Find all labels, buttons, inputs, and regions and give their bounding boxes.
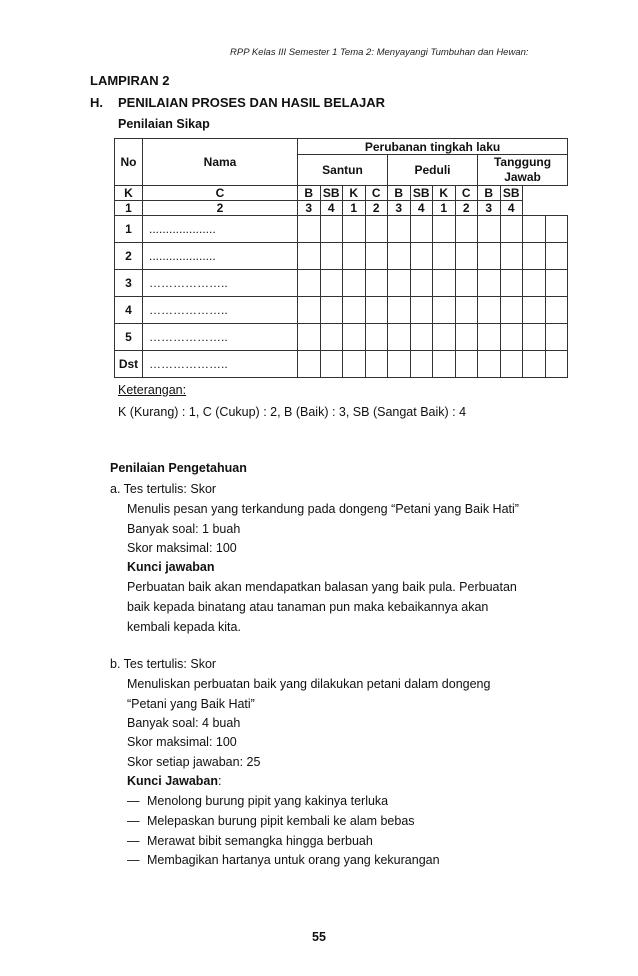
score-cell [298,297,321,324]
table-row [115,270,568,297]
header-letter: K [343,186,366,201]
header-score: 2 [455,201,478,216]
score-cell [388,270,411,297]
test-a-line: Skor maksimal: 100 [127,541,237,555]
row-no: 3 [115,270,143,297]
score-cell [523,297,546,324]
score-cell [320,324,343,351]
score-cell [500,297,523,324]
answer-item [127,814,415,828]
score-cell [343,297,366,324]
row-name: ……………….. [143,270,298,297]
score-cell [343,243,366,270]
score-cell [478,270,501,297]
score-cell [455,297,478,324]
score-cell [388,324,411,351]
score-cell [455,216,478,243]
lampiran-heading: LAMPIRAN 2 [90,73,170,88]
test-b-line: “Petani yang Baik Hati” [127,697,255,711]
running-header: RPP Kelas III Semester 1 Tema 2: Menyayangi Tumbuhan dan Hewan: [230,47,529,58]
score-cell [500,216,523,243]
answer-text: Melepaskan burung pipit kembali ke alam bebas [147,814,415,828]
row-no: 2 [115,243,143,270]
score-cell [320,297,343,324]
score-cell [298,351,321,378]
answer-text: Membagikan hartanya untuk orang yang kekurangan [147,853,440,867]
test-a-kunci-line: baik kepada binatang atau tanaman pun maka kebaikannya akan [127,600,489,614]
page-number: 55 [312,930,326,944]
header-score: 3 [298,201,321,216]
header-letter: B [478,186,501,201]
answer-item [127,853,440,867]
header-letter: C [365,186,388,201]
answer-item [127,794,388,808]
header-group-title: Perubanan tingkah laku [298,139,568,155]
answer-text: Merawat bibit semangka hingga berbuah [147,834,373,848]
score-cell [320,351,343,378]
header-score: 3 [478,201,501,216]
score-cell [455,351,478,378]
answer-item [127,834,373,848]
score-cell [478,243,501,270]
header-letter: K [115,186,143,201]
score-cell [523,243,546,270]
header-letter: SB [320,186,343,201]
score-cell [320,243,343,270]
score-cell [433,324,456,351]
header-nama: Nama [143,139,298,186]
score-cell [500,243,523,270]
score-cell [410,324,433,351]
header-group-tanggung-jawab: Tanggung Jawab [478,155,568,186]
test-a-kunci-line: Perbuatan baik akan mendapatkan balasan yang baik pula. Perbuatan [127,580,517,594]
table-row [115,216,568,243]
section-title: PENILAIAN PROSES DAN HASIL BELAJAR [118,95,386,110]
test-b-kunci [127,774,221,788]
header-group-peduli: Peduli [388,155,478,186]
row-name: ……………….. [143,324,298,351]
score-cell [410,351,433,378]
header-letter: C [143,186,298,201]
score-cell [365,270,388,297]
score-cell [433,270,456,297]
score-cell [343,270,366,297]
score-cell [500,351,523,378]
header-score: 2 [143,201,298,216]
score-cell [455,270,478,297]
header-score: 1 [433,201,456,216]
sikap-table [114,138,568,378]
header-letter: SB [410,186,433,201]
score-cell [365,324,388,351]
keterangan-text: K (Kurang) : 1, C (Cukup) : 2, B (Baik) : 3, SB (Sangat Baik) : 4 [118,405,467,419]
score-cell [410,297,433,324]
score-cell [545,324,568,351]
score-cell [365,297,388,324]
score-cell [343,216,366,243]
score-cell [478,324,501,351]
dash-bullet: — [127,853,140,867]
score-cell [410,243,433,270]
row-name: .................... [143,216,298,243]
pengetahuan-title: Penilaian Pengetahuan [110,461,247,475]
row-no: Dst [115,351,143,378]
test-b-kunci-label: Kunci Jawaban [127,774,218,788]
test-a-line: Menulis pesan yang terkandung pada dongeng “Petani yang Baik Hati” [127,502,519,516]
section-letter: H. [90,95,103,110]
score-cell [478,216,501,243]
header-letter: B [298,186,321,201]
test-b-kunci-colon: : [218,774,222,788]
table-row [115,297,568,324]
score-cell [365,351,388,378]
header-letter: C [455,186,478,201]
score-cell [433,297,456,324]
row-no: 1 [115,216,143,243]
score-cell [388,243,411,270]
header-score: 2 [365,201,388,216]
score-cell [298,243,321,270]
score-cell [388,351,411,378]
score-cell [298,270,321,297]
score-cell [455,243,478,270]
score-cell [523,351,546,378]
score-cell [545,270,568,297]
header-letter: K [433,186,456,201]
score-cell [388,216,411,243]
header-score: 3 [388,201,411,216]
test-a-kunci-line: kembali kepada kita. [127,620,241,634]
score-cell [433,351,456,378]
test-b-label: b. Tes tertulis: Skor [110,657,217,671]
test-a-label: a. Tes tertulis: Skor [110,482,217,496]
answer-text: Menolong burung pipit yang kakinya terluka [147,794,389,808]
score-cell [365,243,388,270]
score-cell [523,324,546,351]
score-cell [523,270,546,297]
row-name: .................... [143,243,298,270]
score-cell [545,297,568,324]
table-row [115,324,568,351]
score-cell [478,297,501,324]
score-cell [478,351,501,378]
dash-bullet: — [127,834,140,848]
test-b-line: Skor setiap jawaban: 25 [127,755,261,769]
test-a-kunci-label: Kunci jawaban [127,560,215,574]
score-cell [343,351,366,378]
dash-bullet: — [127,814,140,828]
score-cell [455,324,478,351]
header-score: 4 [500,201,523,216]
score-cell [365,216,388,243]
row-name: ……………….. [143,297,298,324]
score-cell [545,216,568,243]
score-cell [433,216,456,243]
header-score: 1 [115,201,143,216]
score-cell [410,216,433,243]
header-letter: B [388,186,411,201]
dash-bullet: — [127,794,140,808]
keterangan-label: Keterangan: [118,383,187,397]
score-cell [298,324,321,351]
score-cell [545,351,568,378]
test-a-line: Banyak soal: 1 buah [127,522,241,536]
table-row [115,243,568,270]
table-row [115,351,568,378]
header-letter: SB [500,186,523,201]
score-cell [320,270,343,297]
score-cell [500,270,523,297]
test-b-line: Banyak soal: 4 buah [127,716,241,730]
score-cell [298,216,321,243]
row-no: 4 [115,297,143,324]
header-score: 1 [343,201,366,216]
score-cell [410,270,433,297]
header-group-santun: Santun [298,155,388,186]
sikap-title: Penilaian Sikap [118,117,210,131]
score-cell [388,297,411,324]
header-score: 4 [410,201,433,216]
test-b-line: Menuliskan perbuatan baik yang dilakukan petani dalam dongeng [127,677,491,691]
score-cell [433,243,456,270]
header-no: No [115,139,143,186]
test-b-line: Skor maksimal: 100 [127,735,237,749]
score-cell [500,324,523,351]
row-no: 5 [115,324,143,351]
row-name: ……………….. [143,351,298,378]
score-cell [320,216,343,243]
score-cell [523,216,546,243]
score-cell [545,243,568,270]
score-cell [343,324,366,351]
header-score: 4 [320,201,343,216]
